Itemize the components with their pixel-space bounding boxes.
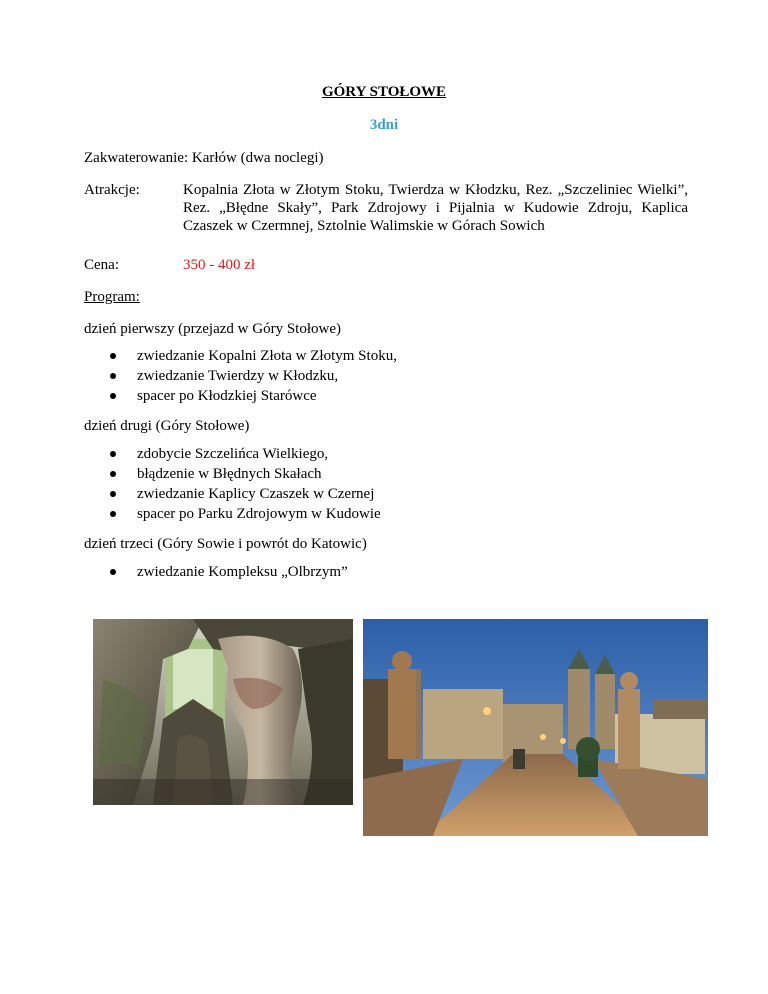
list-item [107,386,397,406]
bullet-icon [110,451,116,457]
day-1-list [107,346,397,406]
bullet-icon [110,491,116,497]
list-item [107,346,397,366]
list-item [107,562,348,582]
klodzko-bridge-photo [363,619,708,836]
list-item-text: zwiedzanie Twierdzy w Kłodzku, [137,368,339,384]
list-item [107,504,381,524]
list-item-text: spacer po Parku Zdrojowym w Kudowie [137,506,381,522]
bullet-icon [110,511,116,517]
list-item [107,484,381,504]
list-item-text: błądzenie w Błędnych Skałach [137,466,322,482]
program-label: Program: [84,289,140,305]
list-item-text: zwiedzanie Kompleksu „Olbrzym” [137,564,348,580]
price-value: 350 - 400 zł [183,257,256,273]
bullet-icon [110,569,116,575]
list-item-text: zwiedzanie Kopalni Złota w Złotym Stoku, [137,348,397,364]
list-item-text: zwiedzanie Kaplicy Czaszek w Czernej [137,486,375,502]
attractions-text: Kopalnia Złota w Złotym Stoku, Twierdza w Kłodzku, Rez. „Szczeliniec Wielki”, Rez. „Błędne Skały”, Park Zdrojowy i Pijalnia w Kudowie Zdroju, Kaplica Czaszek w Czermnej, Sztolnie Walimskie w Górach Sowich [183,182,688,234]
bullet-icon [110,471,116,477]
bullet-icon [110,353,116,359]
list-item [107,464,381,484]
list-item [107,444,381,464]
bullet-icon [110,393,116,399]
document-subtitle: 3dni [369,117,399,133]
day-2-heading: dzień drugi (Góry Stołowe) [84,418,250,434]
attractions-label: Atrakcje: [84,182,140,198]
list-item-text: spacer po Kłodzkiej Starówce [137,388,317,404]
list-item [107,366,397,386]
bullet-icon [110,373,116,379]
list-item-text: zdobycie Szczelińca Wielkiego, [137,446,329,462]
document-title: GÓRY STOŁOWE [321,84,447,100]
day-2-list [107,444,381,524]
price-label: Cena: [84,257,119,273]
day-1-heading: dzień pierwszy (przejazd w Góry Stołowe) [84,321,341,337]
accommodation-line: Zakwaterowanie: Karłów (dwa noclegi) [84,150,324,166]
day-3-heading: dzień trzeci (Góry Sowie i powrót do Katowic) [84,536,367,552]
day-3-list [107,562,348,582]
rock-formations-photo [93,619,353,805]
